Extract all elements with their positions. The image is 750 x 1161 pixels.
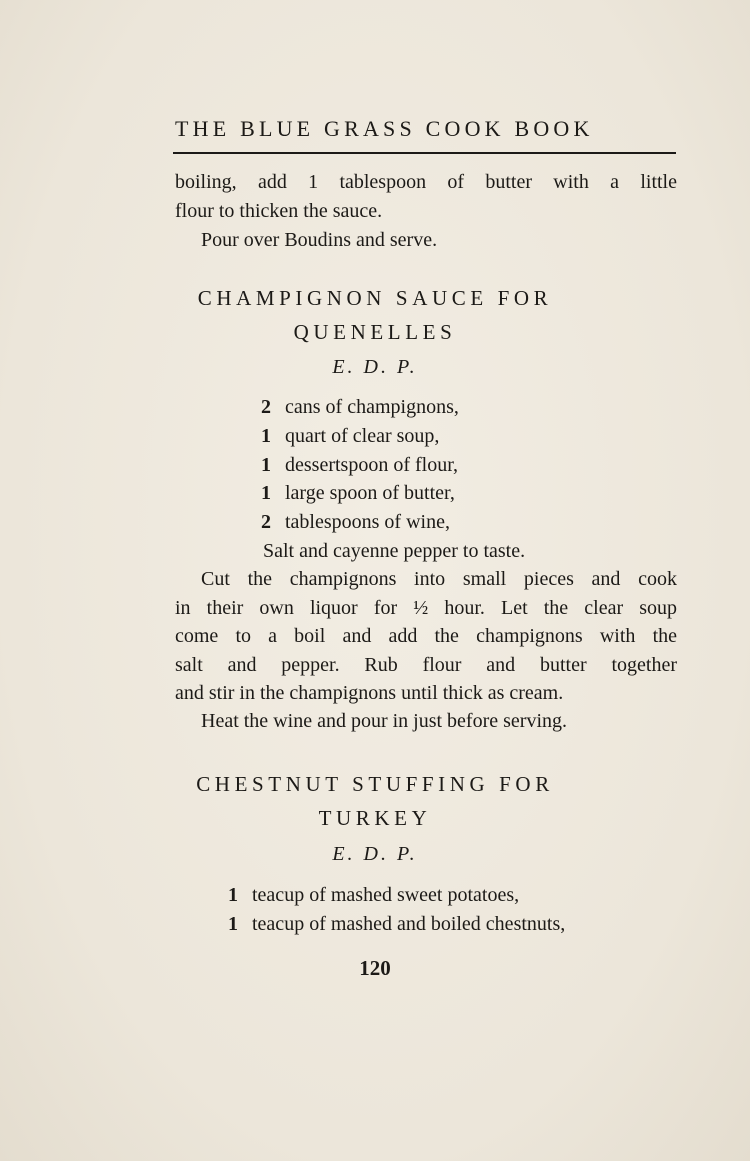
header-rule	[173, 152, 676, 154]
ingredient-text: large spoon of butter,	[285, 482, 455, 504]
paragraph-line: flour to thicken the sauce.	[175, 200, 383, 222]
ingredient-qty: 2	[261, 511, 271, 533]
paragraph-line: in their own liquor for ½ hour. Let the clear soup	[175, 597, 677, 619]
recipe-author: E. D. P.	[332, 356, 418, 378]
paragraph-line: Cut the champignons into small pieces and cook	[201, 568, 677, 590]
ingredient-item	[261, 451, 458, 479]
paragraph-line: Heat the wine and pour in just before serving.	[201, 710, 568, 732]
recipe-title: CHAMPIGNON SAUCE FOR	[197, 286, 553, 310]
paragraph-line: salt and pepper. Rub flour and butter together	[175, 654, 677, 676]
paragraph-line: boiling, add 1 tablespoon of butter with a little	[175, 171, 677, 193]
paragraph-line: come to a boil and add the champignons with the	[175, 625, 677, 647]
ingredient-qty: 1	[228, 913, 238, 935]
ingredient-text: quart of clear soup,	[285, 425, 440, 447]
ingredient-text: dessertspoon of flour,	[285, 454, 459, 476]
running-head: THE BLUE GRASS COOK BOOK	[175, 116, 594, 141]
paragraph-line: Pour over Boudins and serve.	[201, 229, 438, 251]
recipe-author: E. D. P.	[332, 843, 418, 865]
ingredient-item	[228, 881, 519, 909]
recipe-title: TURKEY	[318, 806, 432, 830]
ingredient-item	[261, 479, 455, 507]
ingredient-text: teacup of mashed and boiled chestnuts,	[252, 913, 566, 935]
ingredient-item	[261, 508, 450, 536]
seasoning-line: Salt and cayenne pepper to taste.	[263, 540, 526, 562]
ingredient-qty: 1	[261, 454, 271, 476]
ingredient-item	[228, 910, 565, 938]
ingredient-item	[261, 422, 439, 450]
ingredient-item	[261, 393, 459, 421]
recipe-title: CHESTNUT STUFFING FOR	[196, 772, 554, 796]
ingredient-text: cans of champignons,	[285, 396, 459, 418]
ingredient-qty: 2	[261, 396, 271, 418]
recipe-title: QUENELLES	[293, 320, 457, 344]
ingredient-qty: 1	[261, 482, 271, 504]
ingredient-qty: 1	[228, 884, 238, 906]
ingredient-qty: 1	[261, 425, 271, 447]
page-number: 120	[359, 956, 391, 980]
ingredient-text: tablespoons of wine,	[285, 511, 450, 533]
ingredient-text: teacup of mashed sweet potatoes,	[252, 884, 520, 906]
paragraph-line: and stir in the champignons until thick as cream.	[175, 682, 564, 704]
